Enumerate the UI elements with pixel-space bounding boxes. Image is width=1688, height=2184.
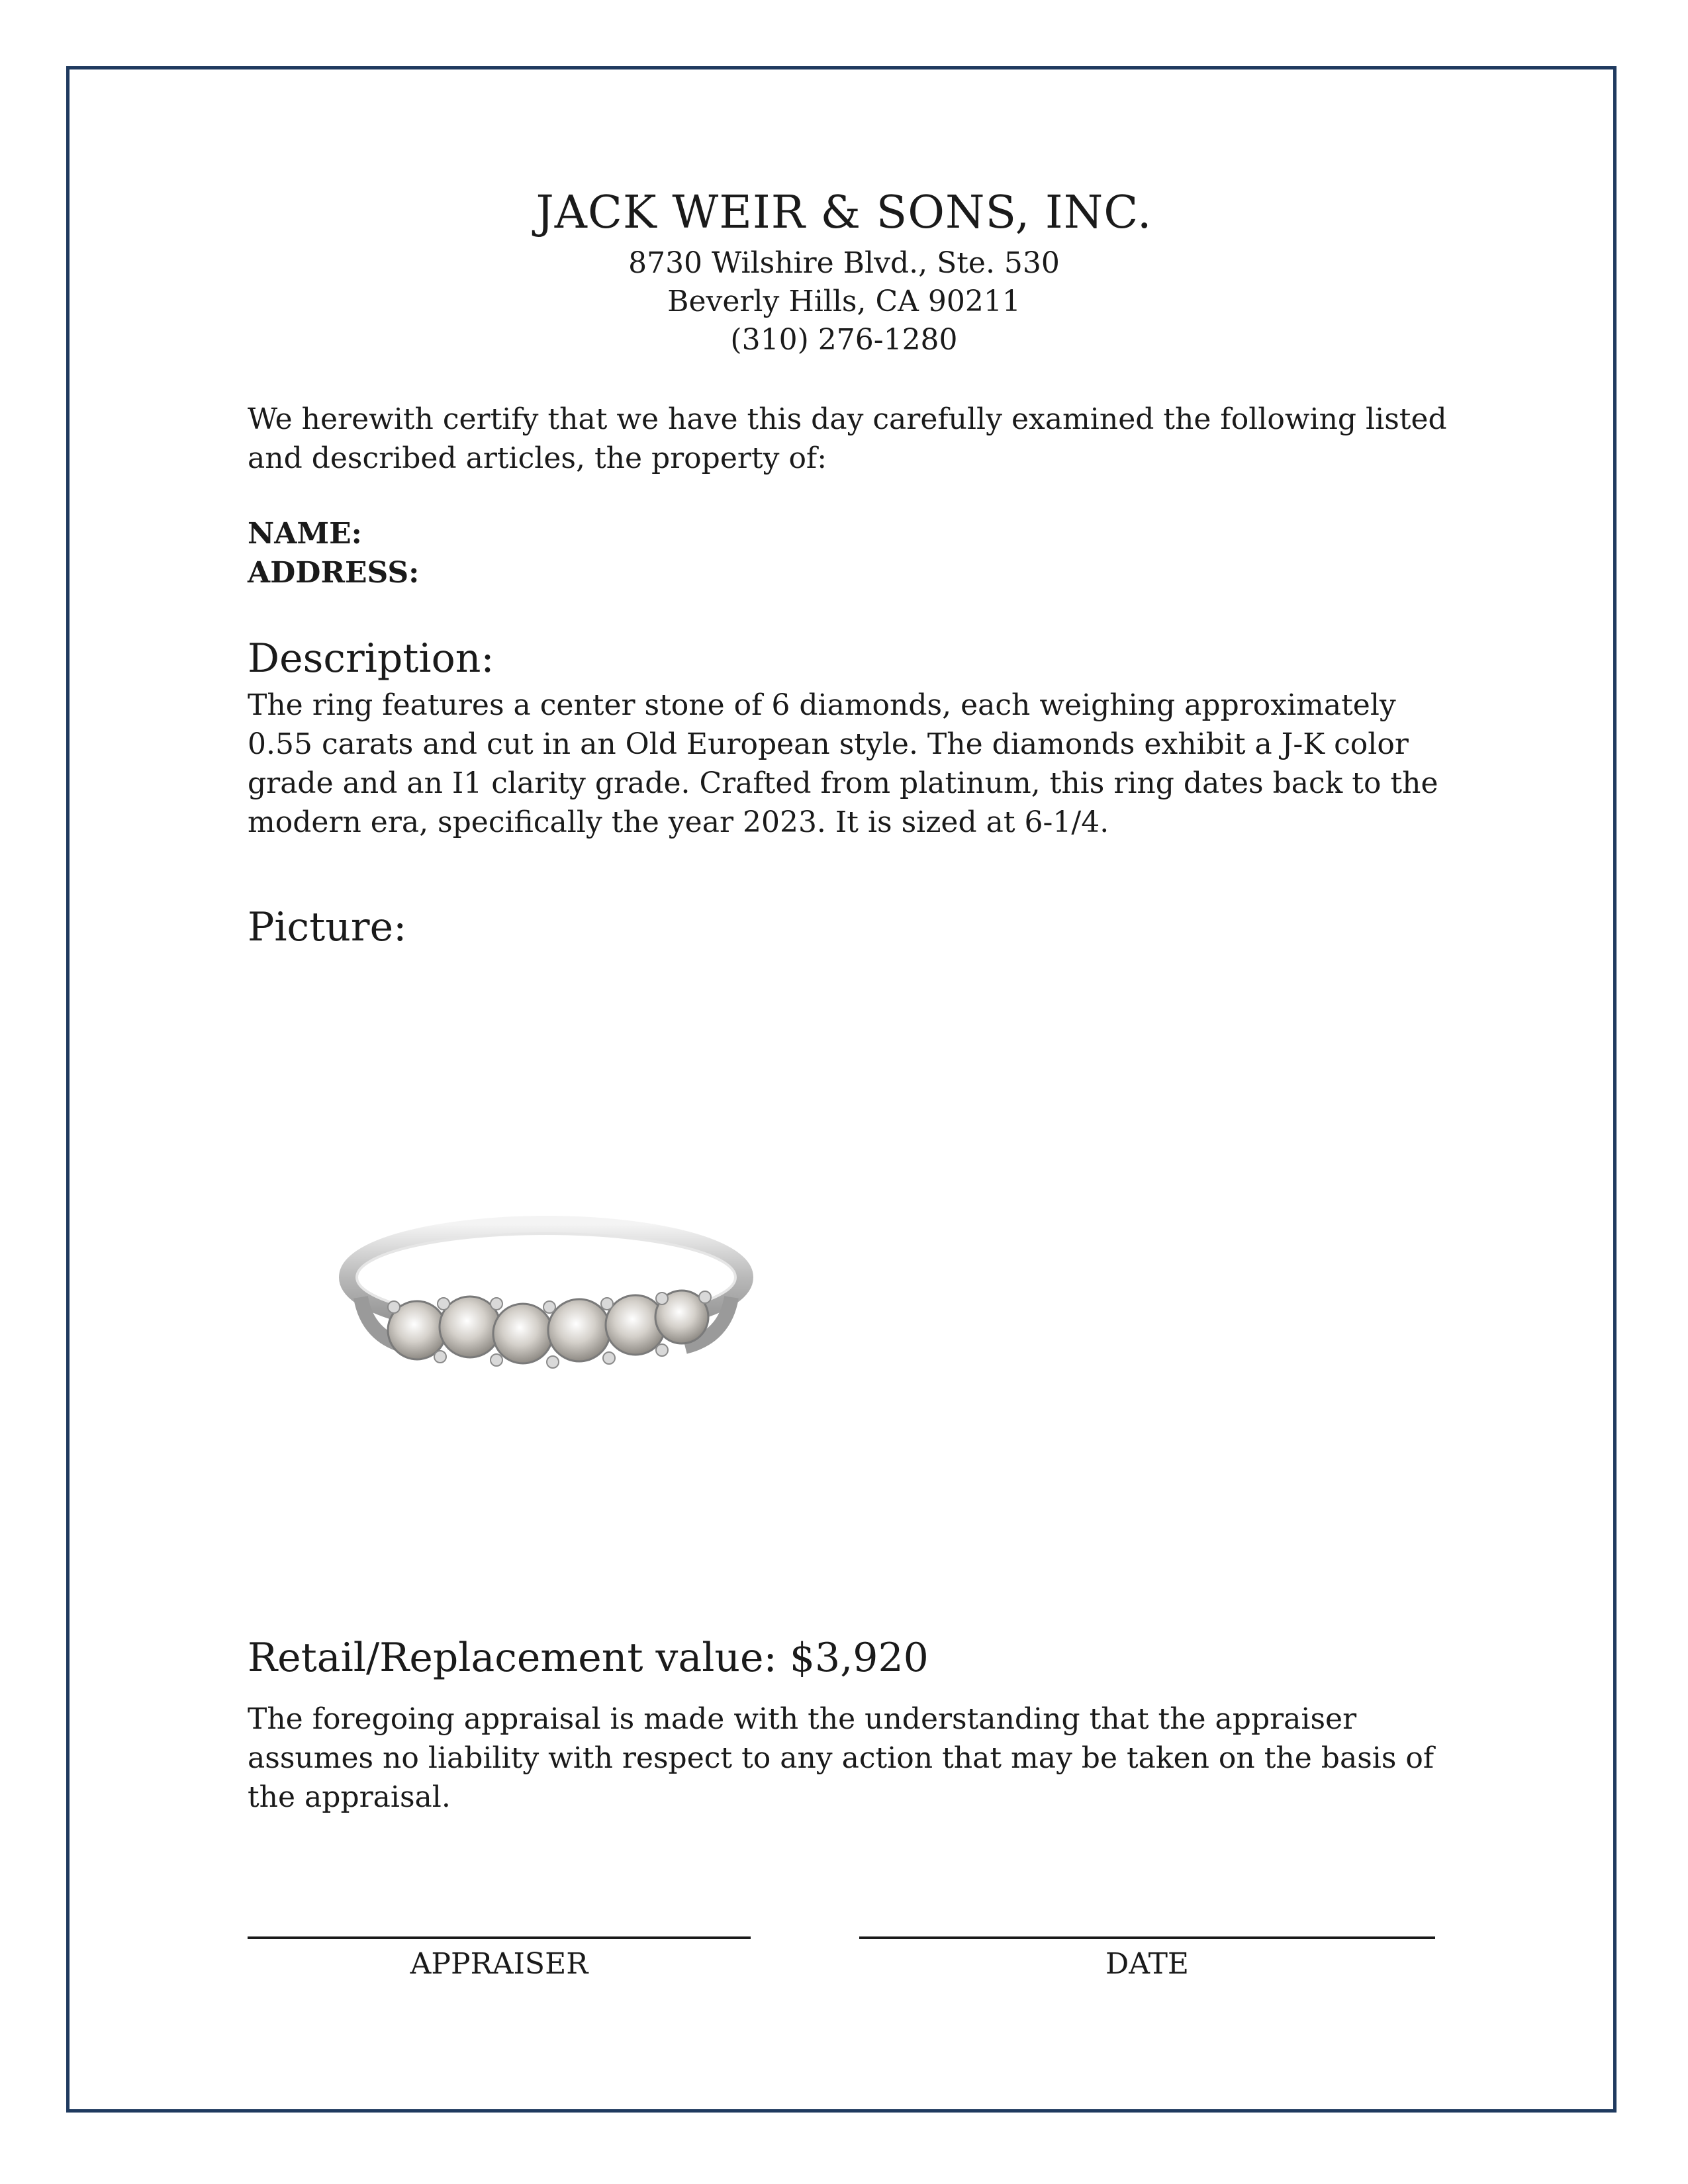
date-signature-line: [859, 1936, 1435, 1939]
appraiser-label: APPRAISER: [410, 1947, 588, 1981]
picture-heading: Picture:: [248, 904, 407, 950]
description-text: The ring features a center stone of 6 diamonds, each weighing approximately 0.55 carats and cut in an Old European style. The diamonds exhibit a J-K color grade and an I1 clarity grade. Crafted from platinum, this ring dates back to the modern era, specifically the year 2023. It is sized at 6-1/4.: [248, 688, 1438, 839]
address-label: ADDRESS:: [248, 556, 420, 590]
ring-photo: [334, 1198, 758, 1410]
name-label: NAME:: [248, 517, 362, 551]
company-name: JACK WEIR & SONS, INC.: [536, 187, 1152, 239]
company-address-line1: 8730 Wilshire Blvd., Ste. 530: [628, 246, 1060, 280]
company-phone: (310) 276-1280: [730, 323, 958, 357]
date-label: DATE: [1105, 1947, 1190, 1981]
appraiser-signature-line: [248, 1936, 751, 1939]
disclaimer-text: The foregoing appraisal is made with the understanding that the appraiser assumes no liability with respect to any action that may be taken on the basis of the appraisal.: [248, 1702, 1434, 1814]
retail-value-label: Retail/Replacement value:: [248, 1635, 777, 1681]
retail-value: [248, 1635, 929, 1681]
certification-text: We herewith certify that we have this day carefully examined the following listed and described articles, the property of:: [248, 402, 1447, 475]
retail-value-amount: $3,920: [789, 1635, 929, 1681]
company-address-line2: Beverly Hills, CA 90211: [667, 285, 1021, 318]
description-heading: Description:: [248, 635, 494, 682]
